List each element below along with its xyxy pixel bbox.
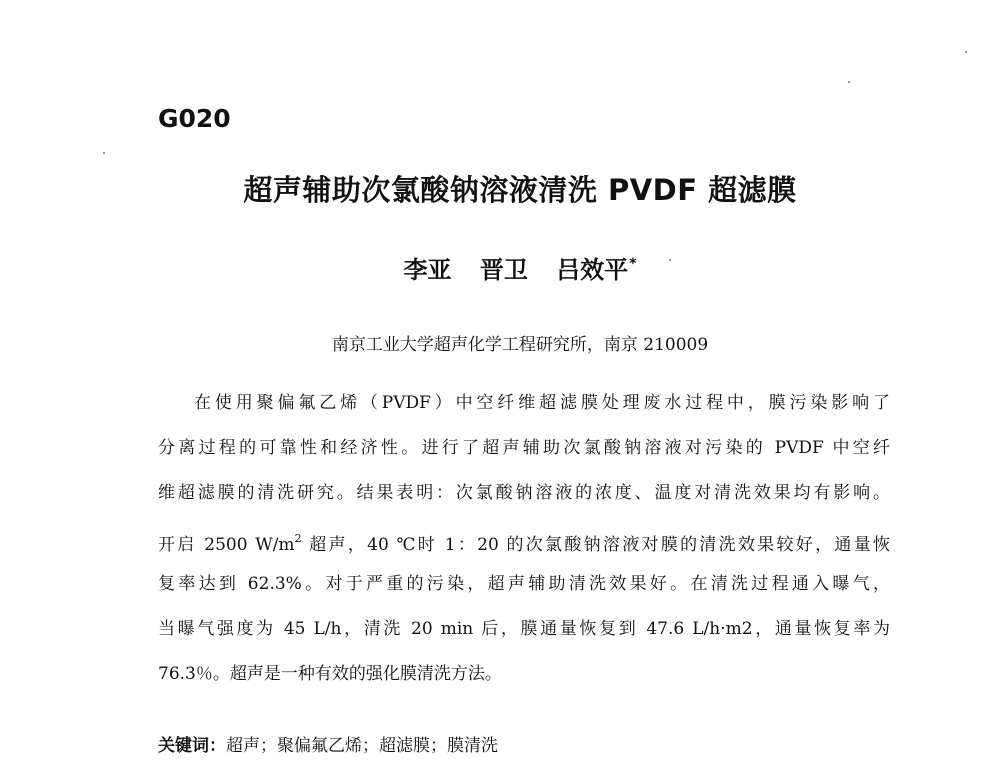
abstract-line-7: 76.3％。超声是一种有效的强化膜清洗方法。 (158, 664, 502, 685)
author-3: 吕效平* (556, 256, 637, 284)
scan-speck (103, 152, 105, 154)
author-1: 李亚 (403, 256, 452, 284)
affiliation: 南京工业大学超声化学工程研究所，南京 210009 (331, 335, 709, 355)
abstract (158, 388, 890, 704)
paper-title: 超声辅助次氯酸钠溶液清洗 PVDF 超滤膜 (243, 173, 797, 207)
scan-speck (848, 81, 850, 83)
document-code: G020 (158, 104, 231, 133)
keywords-label: 关键词： (158, 736, 226, 756)
scan-speck (965, 51, 967, 53)
keywords-text: 超声；聚偏氟乙烯；超滤膜；膜清洗 (226, 736, 498, 756)
abstract-line-6: 当曝气强度为 45 L/h，清洗 20 min 后，膜通量恢复到 47.6 L/h·m2，通量恢复率为 (158, 618, 890, 639)
author-list (0, 250, 1000, 285)
abstract-line-5: 复率达到 62.3%。对于严重的污染，超声辅助清洗效果好。在清洗过程通入曝气， (158, 573, 890, 594)
abstract-line-3: 维超滤膜的清洗研究。结果表明：次氯酸钠溶液的浓度、温度对清洗效果均有影响。 (158, 483, 890, 504)
keywords (158, 731, 498, 756)
corresponding-author-mark: * (629, 256, 637, 272)
author-2: 晋卫 (479, 256, 528, 284)
abstract-line-2: 分离过程的可靠性和经济性。进行了超声辅助次氯酸钠溶液对污染的 PVDF 中空纤 (158, 438, 890, 459)
abstract-line-4: 开启 2500 $W/m^2$ 超声，40 ℃时 1：20 的次氯酸钠溶液对膜的清洗效果较好，通量恢 (158, 531, 890, 555)
abstract-line-1: 在使用聚偏氟乙烯（PVDF）中空纤维超滤膜处理废水过程中，膜污染影响了 (194, 393, 890, 413)
scan-speck (669, 259, 671, 261)
